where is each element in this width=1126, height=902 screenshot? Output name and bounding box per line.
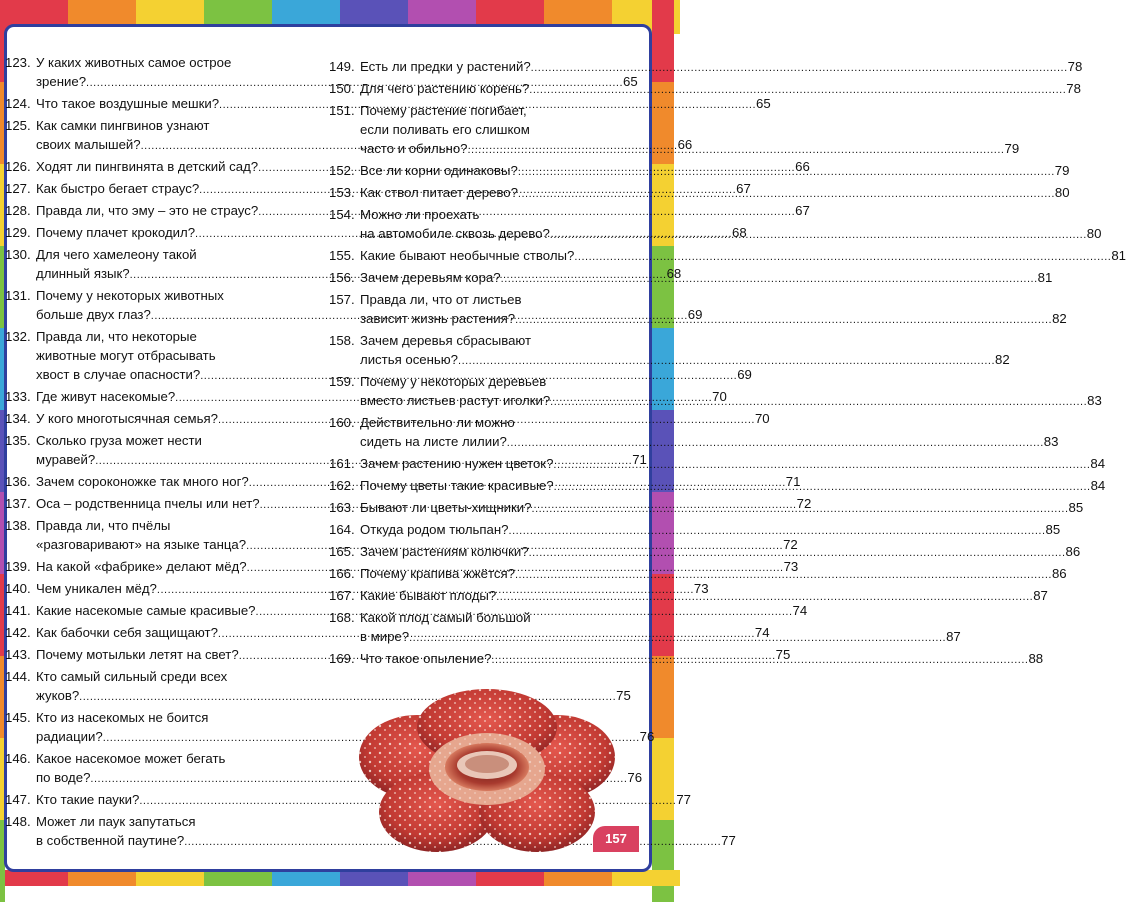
entry-page-number: 80 [1054, 185, 1070, 200]
entry-title-line: Бывают ли цветы-хищники? [360, 500, 532, 515]
rainbow-stripe [652, 738, 674, 820]
entry-title-line: У кого многотысячная семья? [36, 411, 218, 426]
entry-number: 130. [5, 247, 31, 262]
entry-page-number: 87 [1033, 588, 1048, 603]
dot-leader [496, 591, 1033, 603]
entry-page-number: 65 [756, 96, 771, 111]
entry-title-line: в мире? [360, 629, 410, 644]
entry-title-line: Для чего хамелеону такой [36, 247, 197, 262]
entry-title-line: Почему растение погибает, [360, 103, 527, 118]
entry-title-line: Почему у некоторых животных [36, 288, 224, 303]
entry-page-number: 88 [1028, 651, 1044, 666]
entry-title-line: сидеть на листе лилии? [360, 434, 507, 449]
dot-leader [518, 188, 1055, 200]
entry-title-line: Ходят ли пингвинята в детский сад? [36, 159, 259, 174]
dot-leader [518, 166, 1055, 178]
entry-title-line: Почему цветы такие красивые? [360, 478, 554, 493]
rainbow-stripe [612, 870, 680, 886]
entry-page-number: 73 [693, 581, 709, 596]
rainbow-stripe [544, 870, 612, 886]
entry-page-number: 77 [721, 833, 736, 848]
entry-number: 124. [5, 96, 31, 111]
dot-leader [458, 355, 995, 367]
entry-page-number: 72 [796, 496, 812, 511]
contents-page [4, 24, 1126, 872]
rainbow-stripe [0, 870, 68, 886]
rainbow-stripe [476, 870, 544, 886]
entry-title-line: Какой плод самый большой [360, 610, 531, 625]
entry-page-number: 71 [632, 452, 647, 467]
contents-entry [329, 246, 1126, 267]
entry-title-last-line [360, 520, 1061, 541]
entry-page-number: 65 [623, 74, 638, 89]
entry-page-number: 86 [1051, 566, 1067, 581]
entry-page-number: 76 [639, 729, 655, 744]
entry-page-number: 66 [677, 137, 693, 152]
entry-page-number: 75 [616, 688, 631, 703]
entry-page-number: 82 [995, 352, 1010, 367]
entry-title-line: животные могут отбрасывать [36, 348, 216, 363]
entry-title-line: листья осенью? [360, 352, 459, 367]
entry-title-line: Чем уникален мёд? [36, 581, 157, 596]
entry-title-line: Есть ли предки у растений? [360, 59, 531, 74]
entry-number: 137. [5, 496, 31, 511]
entry-title-line: Какие бывают необычные стволы? [360, 248, 575, 263]
entry-title-line: Как быстро бегает страус? [36, 181, 200, 196]
entry-page-number: 79 [1054, 163, 1070, 178]
entry-page-number: 74 [754, 625, 770, 640]
entry-number: 123. [5, 55, 31, 70]
entry-title-line: «разговаривают» на языке танца? [36, 537, 247, 552]
entry-number: 169. [329, 651, 355, 666]
entry-title-last-line [36, 727, 655, 748]
entry-title-line: Правда ли, что эму – это не страус? [36, 203, 259, 218]
entry-title-line: Правда ли, что от листьев [360, 292, 522, 307]
entry-number: 159. [329, 374, 355, 389]
dot-leader [491, 654, 1028, 666]
entry-number: 165. [329, 544, 355, 559]
entry-number: 152. [329, 163, 355, 178]
entry-number: 161. [329, 456, 355, 471]
entry-title-line: Действительно ли можно [360, 415, 515, 430]
entry-title-line: Оса – родственница пчелы или нет? [36, 496, 260, 511]
entry-page-number: 73 [783, 559, 799, 574]
entry-page-number: 84 [1090, 478, 1106, 493]
entry-number: 145. [5, 710, 31, 725]
entry-number: 127. [5, 181, 31, 196]
entry-number: 149. [329, 59, 355, 74]
entry-title [360, 331, 1010, 371]
entry-page-number: 72 [783, 537, 798, 552]
entry-title-line: больше двух глаз? [36, 307, 151, 322]
page-number-badge: 157 [593, 826, 639, 852]
entry-page-number: 66 [795, 159, 810, 174]
entry-number: 154. [329, 207, 355, 222]
entry-title-line: муравей? [36, 452, 96, 467]
entry-title-line: на автомобиле сквозь дерево? [360, 226, 550, 241]
entry-title-line: Почему плачет крокодил? [36, 225, 196, 240]
entry-number: 153. [329, 185, 355, 200]
entry-page-number: 78 [1066, 81, 1081, 96]
entry-number: 138. [5, 518, 31, 533]
entry-title [36, 749, 643, 789]
entry-number: 131. [5, 288, 31, 303]
entry-number: 134. [5, 411, 31, 426]
rainbow-stripe [68, 870, 136, 886]
entry-number: 125. [5, 118, 31, 133]
entry-title-line: если поливать его слишком [360, 122, 530, 137]
entry-title-line: Какие насекомые самые красивые? [36, 603, 256, 618]
dot-leader [554, 481, 1091, 493]
entry-title [360, 246, 1126, 267]
entry-page-number: 80 [1086, 226, 1102, 241]
contents-entry [5, 749, 643, 789]
rainbow-stripe [272, 870, 340, 886]
dot-leader [501, 273, 1038, 285]
entry-title-line: зависит жизнь растения? [360, 311, 516, 326]
flower-center [429, 733, 545, 805]
entry-title [360, 520, 1061, 541]
entry-title-line: Можно ли проехать [360, 207, 480, 222]
entry-number: 157. [329, 292, 355, 307]
entry-title [36, 708, 655, 748]
entry-title [36, 790, 691, 811]
entry-number: 155. [329, 248, 355, 263]
entry-number: 142. [5, 625, 31, 640]
dot-leader [550, 229, 1087, 241]
entry-title-line: по воде? [36, 770, 91, 785]
entry-page-number: 83 [1087, 393, 1102, 408]
entry-page-number: 70 [754, 411, 770, 426]
entry-title-last-line [360, 350, 1010, 371]
entry-page-number: 74 [792, 603, 808, 618]
entry-page-number: 68 [732, 225, 747, 240]
entry-page-number: 86 [1065, 544, 1081, 559]
entry-title-line: своих малышей? [36, 137, 141, 152]
entry-page-number: 84 [1090, 456, 1106, 471]
contents-entry [5, 790, 691, 811]
rainbow-stripe [652, 656, 674, 738]
entry-page-number: 87 [946, 629, 961, 644]
entry-title-line: Все ли корни одинаковы? [360, 163, 518, 178]
entry-page-number: 81 [1037, 270, 1053, 285]
entry-page-number: 69 [687, 307, 703, 322]
entry-title-line: Для чего растению корень? [360, 81, 530, 96]
rainbow-stripe [652, 820, 674, 902]
entry-page-number: 83 [1043, 434, 1059, 449]
entry-page-number: 71 [785, 474, 801, 489]
entry-title-last-line [36, 768, 643, 789]
entry-title [360, 57, 1083, 78]
entry-title-line: Зачем деревья сбрасывают [360, 333, 532, 348]
entry-page-number: 67 [795, 203, 810, 218]
entry-title-line: вместо листьев растут иголки? [360, 393, 551, 408]
entry-number: 164. [329, 522, 355, 537]
entry-page-number: 68 [666, 266, 682, 281]
entry-title-line: Зачем растению нужен цветок? [360, 456, 554, 471]
entry-title-last-line [36, 790, 691, 811]
entry-page-number: 77 [676, 792, 691, 807]
entry-title-line: Правда ли, что некоторые [36, 329, 197, 344]
entry-title-line: Что такое опыление? [360, 651, 492, 666]
entry-number: 144. [5, 669, 31, 684]
entry-title-line: Какое насекомое может бегать [36, 751, 226, 766]
entry-title-line: хвост в случае опасности? [36, 367, 201, 382]
entry-number: 150. [329, 81, 355, 96]
dot-leader [529, 84, 1066, 96]
dot-leader [409, 632, 946, 644]
dot-leader [515, 314, 1052, 326]
entry-title-line: Кто такие пауки? [36, 792, 140, 807]
entry-title-line: Как самки пингвинов узнают [36, 118, 210, 133]
entry-page-number: 79 [1004, 141, 1020, 156]
entry-title-line: Как ствол питает дерево? [360, 185, 518, 200]
entry-page-number: 76 [627, 770, 643, 785]
entry-title-last-line [360, 432, 1059, 453]
entry-title-line: Зачем сороконожке так много ног? [36, 474, 249, 489]
entry-title-line: Где живут насекомые? [36, 389, 176, 404]
entry-title-line: У каких животных самое острое [36, 55, 232, 70]
entry-page-number: 82 [1052, 311, 1067, 326]
entry-title-line: Почему мотыльки летят на свет? [36, 647, 239, 662]
entry-number: 156. [329, 270, 355, 285]
rainbow-stripe [408, 870, 476, 886]
dot-leader [550, 396, 1087, 408]
entry-title-line: в собственной паутине? [36, 833, 185, 848]
rainbow-stripe [136, 870, 204, 886]
entry-number: 136. [5, 474, 31, 489]
entry-title-line: Зачем деревьям кора? [360, 270, 501, 285]
entry-title-line: радиации? [36, 729, 103, 744]
entry-page-number: 85 [1045, 522, 1061, 537]
entry-number: 133. [5, 389, 31, 404]
dot-leader [574, 251, 1111, 263]
dot-leader [529, 547, 1066, 559]
entry-page-number: 75 [775, 647, 791, 662]
dot-leader [509, 525, 1046, 537]
rafflesia-flower-illustration [357, 687, 617, 857]
entry-title-line: Почему крапива жжётся? [360, 566, 515, 581]
dot-leader [553, 459, 1090, 471]
dot-leader [531, 62, 1068, 74]
entry-number: 163. [329, 500, 355, 515]
entry-title-line: длинный язык? [36, 266, 130, 281]
entry-page-number: 67 [736, 181, 751, 196]
entry-title-line: Как бабочки себя защищают? [36, 625, 218, 640]
entry-title-line: Почему у некоторых деревьев [360, 374, 547, 389]
entry-number: 128. [5, 203, 31, 218]
entry-number: 160. [329, 415, 355, 430]
entry-title-line: часто и обильно? [360, 141, 468, 156]
entry-number: 132. [5, 329, 31, 344]
entry-title-line: Сколько груза может нести [36, 433, 202, 448]
dot-leader [515, 569, 1052, 581]
entry-title [36, 667, 631, 707]
entry-page-number: 85 [1068, 500, 1084, 515]
dot-leader [532, 503, 1069, 515]
entry-number: 151. [329, 103, 355, 118]
entry-number: 168. [329, 610, 355, 625]
entry-number: 129. [5, 225, 31, 240]
entry-title-line: Зачем растениям колючки? [360, 544, 529, 559]
entry-title-last-line [360, 246, 1126, 267]
entry-page-number: 70 [712, 389, 727, 404]
contents-entry [329, 57, 1083, 78]
entry-number: 143. [5, 647, 31, 662]
entry-title-line: Может ли паук запутаться [36, 814, 196, 829]
entry-number: 158. [329, 333, 355, 348]
entry-number: 167. [329, 588, 355, 603]
entry-number: 162. [329, 478, 355, 493]
entry-title-line: Что такое воздушные мешки? [36, 96, 220, 111]
rainbow-stripe [340, 870, 408, 886]
entry-number: 141. [5, 603, 31, 618]
entry-page-number: 78 [1067, 59, 1083, 74]
dot-leader [468, 144, 1005, 156]
entry-number: 147. [5, 792, 31, 807]
entry-number: 139. [5, 559, 31, 574]
entry-title-line: Правда ли, что пчёлы [36, 518, 171, 533]
entry-title-line: Какие бывают плоды? [360, 588, 497, 603]
dot-leader [507, 437, 1044, 449]
entry-number: 148. [5, 814, 31, 829]
contents-entry [5, 667, 631, 707]
contents-entry [329, 520, 1061, 541]
entry-title-line: зрение? [36, 74, 87, 89]
entry-number: 166. [329, 566, 355, 581]
contents-entry [329, 331, 1010, 371]
entry-title-line: На какой «фабрике» делают мёд? [36, 559, 247, 574]
entry-title-last-line [360, 57, 1083, 78]
entry-number: 126. [5, 159, 31, 174]
entry-page-number: 81 [1111, 248, 1126, 263]
contents-entry [5, 708, 655, 748]
entry-page-number: 69 [737, 367, 752, 382]
entry-title-line: Откуда родом тюльпан? [360, 522, 509, 537]
entry-title-line: жуков? [36, 688, 80, 703]
rainbow-bottom-border [0, 870, 674, 886]
rainbow-stripe [204, 870, 272, 886]
entry-number: 146. [5, 751, 31, 766]
entry-title-last-line [36, 686, 631, 707]
entry-number: 140. [5, 581, 31, 596]
entry-number: 135. [5, 433, 31, 448]
entry-title-line: Кто из насекомых не боится [36, 710, 209, 725]
entry-title-line: Кто самый сильный среди всех [36, 669, 228, 684]
